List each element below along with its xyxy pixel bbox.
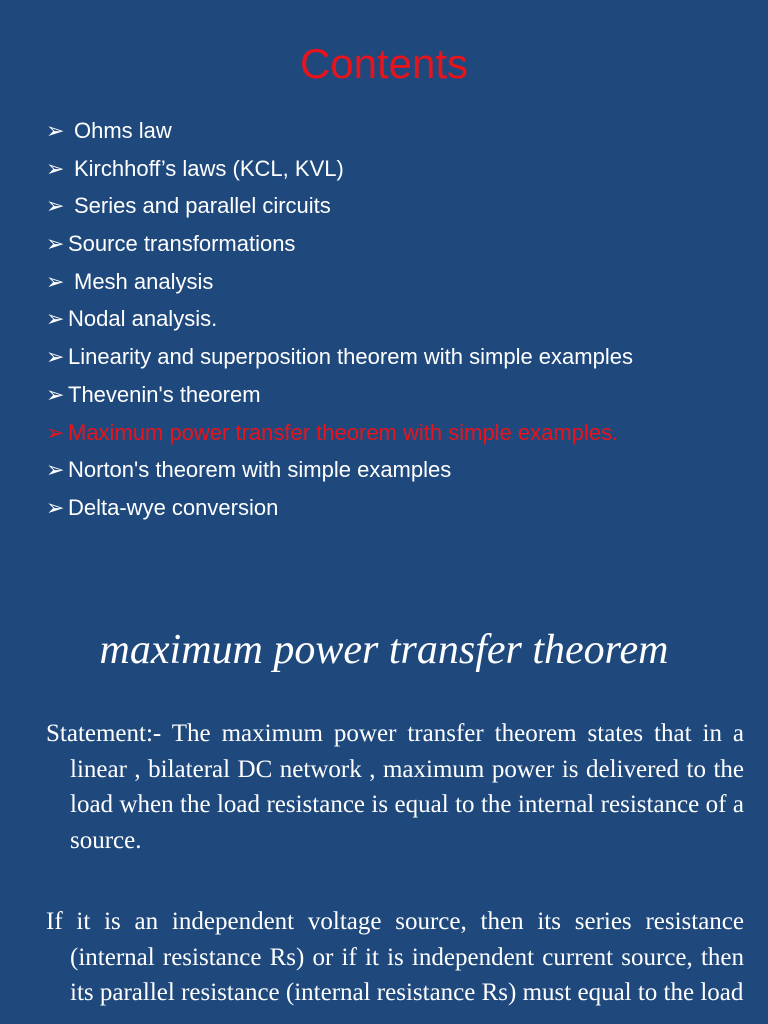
contents-item	[46, 414, 746, 452]
contents-item	[46, 300, 746, 338]
arrow-bullet-icon: ➢	[46, 344, 65, 370]
contents-item	[46, 376, 746, 414]
contents-item	[46, 489, 746, 527]
contents-item-label: Mesh analysis	[74, 268, 214, 294]
contents-item-label: Series and parallel circuits	[74, 193, 331, 219]
arrow-bullet-icon: ➢	[46, 268, 65, 294]
arrow-bullet-icon: ➢	[46, 193, 65, 219]
contents-item	[46, 338, 746, 376]
contents-item-label: Nodal analysis.	[68, 306, 218, 332]
contents-item-label: Ohms law	[74, 118, 172, 143]
arrow-bullet-icon: ➢	[46, 381, 65, 407]
theorem-paragraph: If it is an independent voltage source, then its series resistance (internal resistance Rs) or if it is independent current source, then its parallel resistance (internal resistance Rs) must equal to the load	[46, 908, 744, 1006]
contents-item-label: Delta-wye conversion	[68, 494, 279, 520]
theorem-statement: Statement:- The maximum power transfer theorem states that in a linear , bilateral DC network , maximum power is delivered to the load when the load resistance is equal to the internal resistance of a source.	[46, 720, 744, 854]
contents-item-label: Norton's theorem with simple examples	[68, 457, 452, 483]
contents-item-label: Thevenin's theorem	[68, 381, 261, 407]
arrow-bullet-icon: ➢	[46, 306, 65, 332]
contents-item	[46, 150, 746, 188]
arrow-bullet-icon: ➢	[46, 231, 65, 257]
arrow-bullet-icon: ➢	[46, 457, 65, 483]
contents-item	[46, 225, 746, 263]
contents-item	[46, 112, 746, 150]
contents-list	[46, 112, 746, 527]
contents-item-label: Linearity and superposition theorem with simple examples	[68, 344, 633, 370]
arrow-bullet-icon: ➢	[46, 494, 65, 520]
contents-item	[46, 263, 746, 301]
arrow-bullet-icon: ➢	[46, 419, 65, 445]
arrow-bullet-icon: ➢	[46, 155, 65, 181]
theorem-title: maximum power transfer theorem	[99, 627, 669, 673]
contents-item-label: Source transformations	[68, 231, 296, 257]
contents-title: Contents	[299, 40, 469, 87]
contents-item	[46, 451, 746, 489]
contents-item-label: Maximum power transfer theorem with simple examples.	[68, 419, 619, 445]
contents-item	[46, 187, 746, 225]
contents-item-label: Kirchhoff’s laws (KCL, KVL)	[74, 155, 344, 181]
arrow-bullet-icon: ➢	[46, 118, 65, 143]
